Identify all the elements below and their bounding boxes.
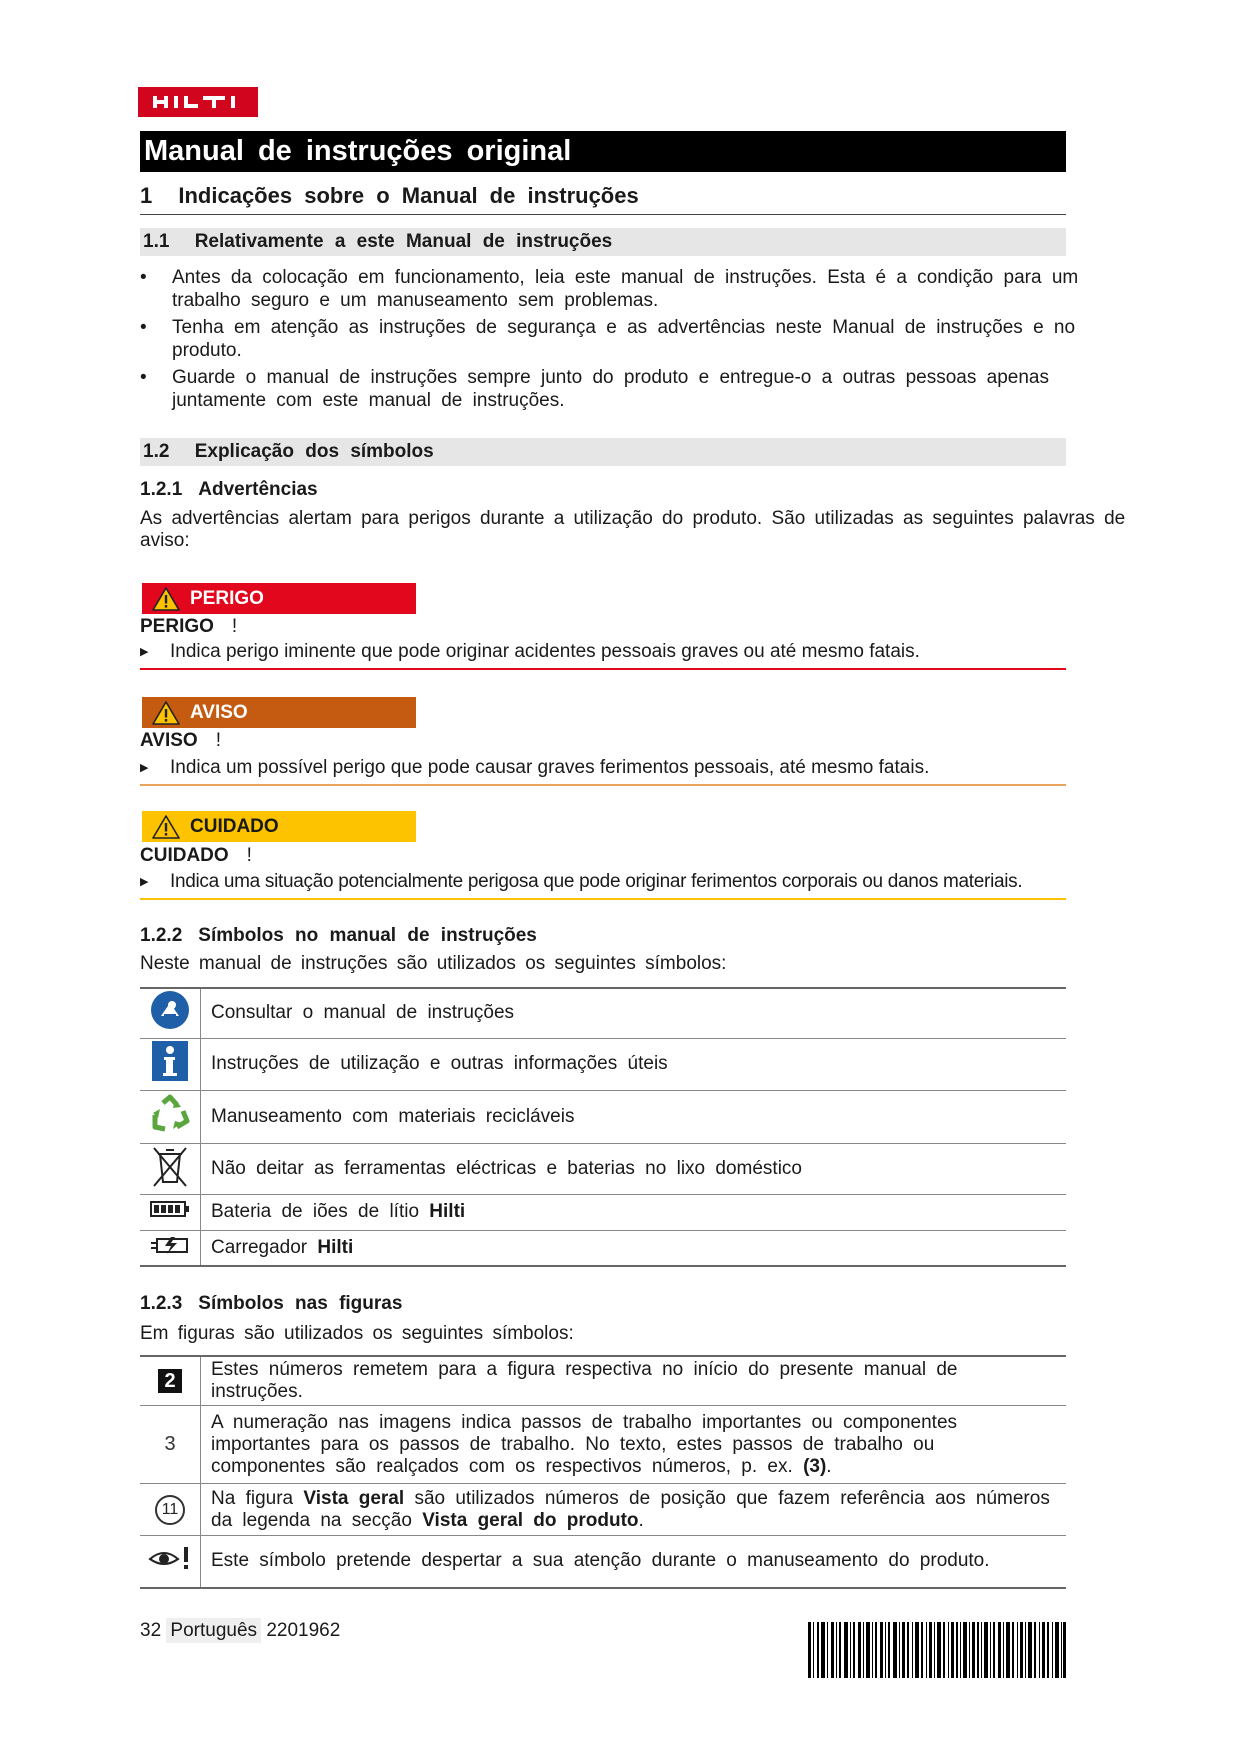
table-row <box>140 1038 1066 1090</box>
warning-triangle-icon <box>152 815 180 839</box>
arrow-bullet-icon: ▶ <box>140 646 149 658</box>
recycling-icon <box>149 1093 191 1135</box>
battery-icon <box>149 1199 191 1219</box>
danger-signal-word: PERIGO ! <box>140 616 238 637</box>
section-number: 1 <box>140 183 153 208</box>
table-row <box>140 1536 1066 1588</box>
table-row <box>140 1194 1066 1230</box>
section-1-heading <box>140 183 1066 215</box>
hilti-logo <box>138 87 258 117</box>
section-1-1-heading <box>140 228 1066 256</box>
manual-symbols-table <box>140 987 1066 1267</box>
danger-description: ▶ Indica perigo iminente que pode originar acidentes pessoais graves ou até mesmo fatais. <box>140 641 1066 670</box>
barcode <box>808 1622 1066 1678</box>
list-item: • Antes da colocação em funcionamento, leia este manual de instruções. Esta é a condição para um trabalho seguro e um manuseamento sem problemas. <box>140 267 1079 311</box>
warning-triangle-icon <box>152 587 180 611</box>
info-icon <box>151 1040 189 1082</box>
symbol-description: Estes números remetem para a figura respectiva no início do presente manual de instruções. <box>201 1356 1067 1406</box>
table-row <box>140 988 1066 1038</box>
figure-symbols-intro: Em figuras são utilizados os seguintes símbolos: <box>140 1323 574 1344</box>
warning-description: ▶ Indica um possível perigo que pode causar graves ferimentos pessoais, até mesmo fatais. <box>140 757 1066 786</box>
position-number-icon: 11 <box>155 1495 185 1525</box>
arrow-bullet-icon: ▶ <box>140 762 149 774</box>
symbol-description: Na figura Vista geral são utilizados números de posição que fazem referência aos números da legenda na secção Vista geral do produto. <box>201 1484 1067 1536</box>
warning-banner: AVISO <box>142 697 416 728</box>
page-number: 32 <box>140 1620 162 1641</box>
table-row <box>140 1484 1066 1536</box>
symbol-description: Consultar o manual de instruções <box>201 988 1067 1038</box>
step-number-icon: 3 <box>164 1433 176 1455</box>
warning-triangle-icon <box>152 701 180 725</box>
symbols-intro: Neste manual de instruções são utilizados os seguintes símbolos: <box>140 953 727 974</box>
caution-description: ▶ Indica uma situação potencialmente perigosa que pode originar ferimentos corporais ou danos materiais. <box>140 871 1066 900</box>
hilti-logo-wordmark <box>140 89 256 115</box>
symbol-description: A numeração nas imagens indica passos de trabalho importantes ou componentes importantes para os passos de trabalho. No texto, estes passos de trabalho ou componentes são realçados com os respectivos números, p. ex. (3). <box>201 1406 1067 1484</box>
attention-eye-icon <box>148 1545 192 1571</box>
section-title: Relativamente a este Manual de instruções <box>194 231 613 252</box>
warnings-intro: As advertências alertam para perigos durante a utilização do produto. São utilizadas as seguintes palavras de aviso: <box>140 508 1126 551</box>
section-number: 1.1 <box>143 231 170 252</box>
manual-title: Manual de instruções original <box>140 131 1066 172</box>
figure-number-icon: 2 <box>158 1369 182 1393</box>
section-1-2-3-heading: 1.2.3 Símbolos nas figuras <box>140 1293 403 1314</box>
figure-symbols-table <box>140 1355 1066 1589</box>
caution-banner: CUIDADO <box>142 811 416 842</box>
arrow-bullet-icon: ▶ <box>140 876 149 888</box>
section-number: 1.2 <box>143 441 170 462</box>
table-row <box>140 1230 1066 1266</box>
symbol-description: Manuseamento com materiais recicláveis <box>201 1090 1067 1143</box>
symbol-description: Este símbolo pretende despertar a sua atenção durante o manuseamento do produto. <box>201 1536 1067 1588</box>
section-title: Indicações sobre o Manual de instruções <box>178 183 639 208</box>
crossed-bin-icon <box>150 1144 190 1188</box>
symbol-description: Carregador Hilti <box>201 1230 1067 1266</box>
read-manual-icon <box>150 990 190 1030</box>
symbol-description: Não deitar as ferramentas eléctricas e baterias no lixo doméstico <box>201 1143 1067 1194</box>
symbol-description: Instruções de utilização e outras informações úteis <box>201 1038 1067 1090</box>
symbol-description: Bateria de iões de lítio Hilti <box>201 1194 1067 1230</box>
table-row <box>140 1356 1066 1406</box>
warning-signal-word: AVISO ! <box>140 730 221 751</box>
danger-banner: PERIGO <box>142 583 416 614</box>
list-item: • Tenha em atenção as instruções de segurança e as advertências neste Manual de instruções e no produto. <box>140 317 1076 361</box>
table-row <box>140 1406 1066 1484</box>
section-title: Explicação dos símbolos <box>194 441 434 462</box>
section-1-2-1-heading: 1.2.1 Advertências <box>140 479 318 500</box>
section-1-1-bullet-list <box>140 267 1100 417</box>
document-number: 2201962 <box>266 1620 341 1641</box>
table-row <box>140 1143 1066 1194</box>
section-1-2-heading <box>140 438 1066 466</box>
list-item: • Guarde o manual de instruções sempre junto do produto e entregue-o a outras pessoas apenas juntamente com este manual de instruções. <box>140 367 1049 411</box>
charger-icon <box>149 1234 191 1256</box>
page-footer <box>140 1620 340 1642</box>
table-row <box>140 1090 1066 1143</box>
caution-signal-word: CUIDADO ! <box>140 845 252 866</box>
section-1-2-2-heading: 1.2.2 Símbolos no manual de instruções <box>140 925 537 946</box>
language-label: Português <box>166 1618 261 1643</box>
